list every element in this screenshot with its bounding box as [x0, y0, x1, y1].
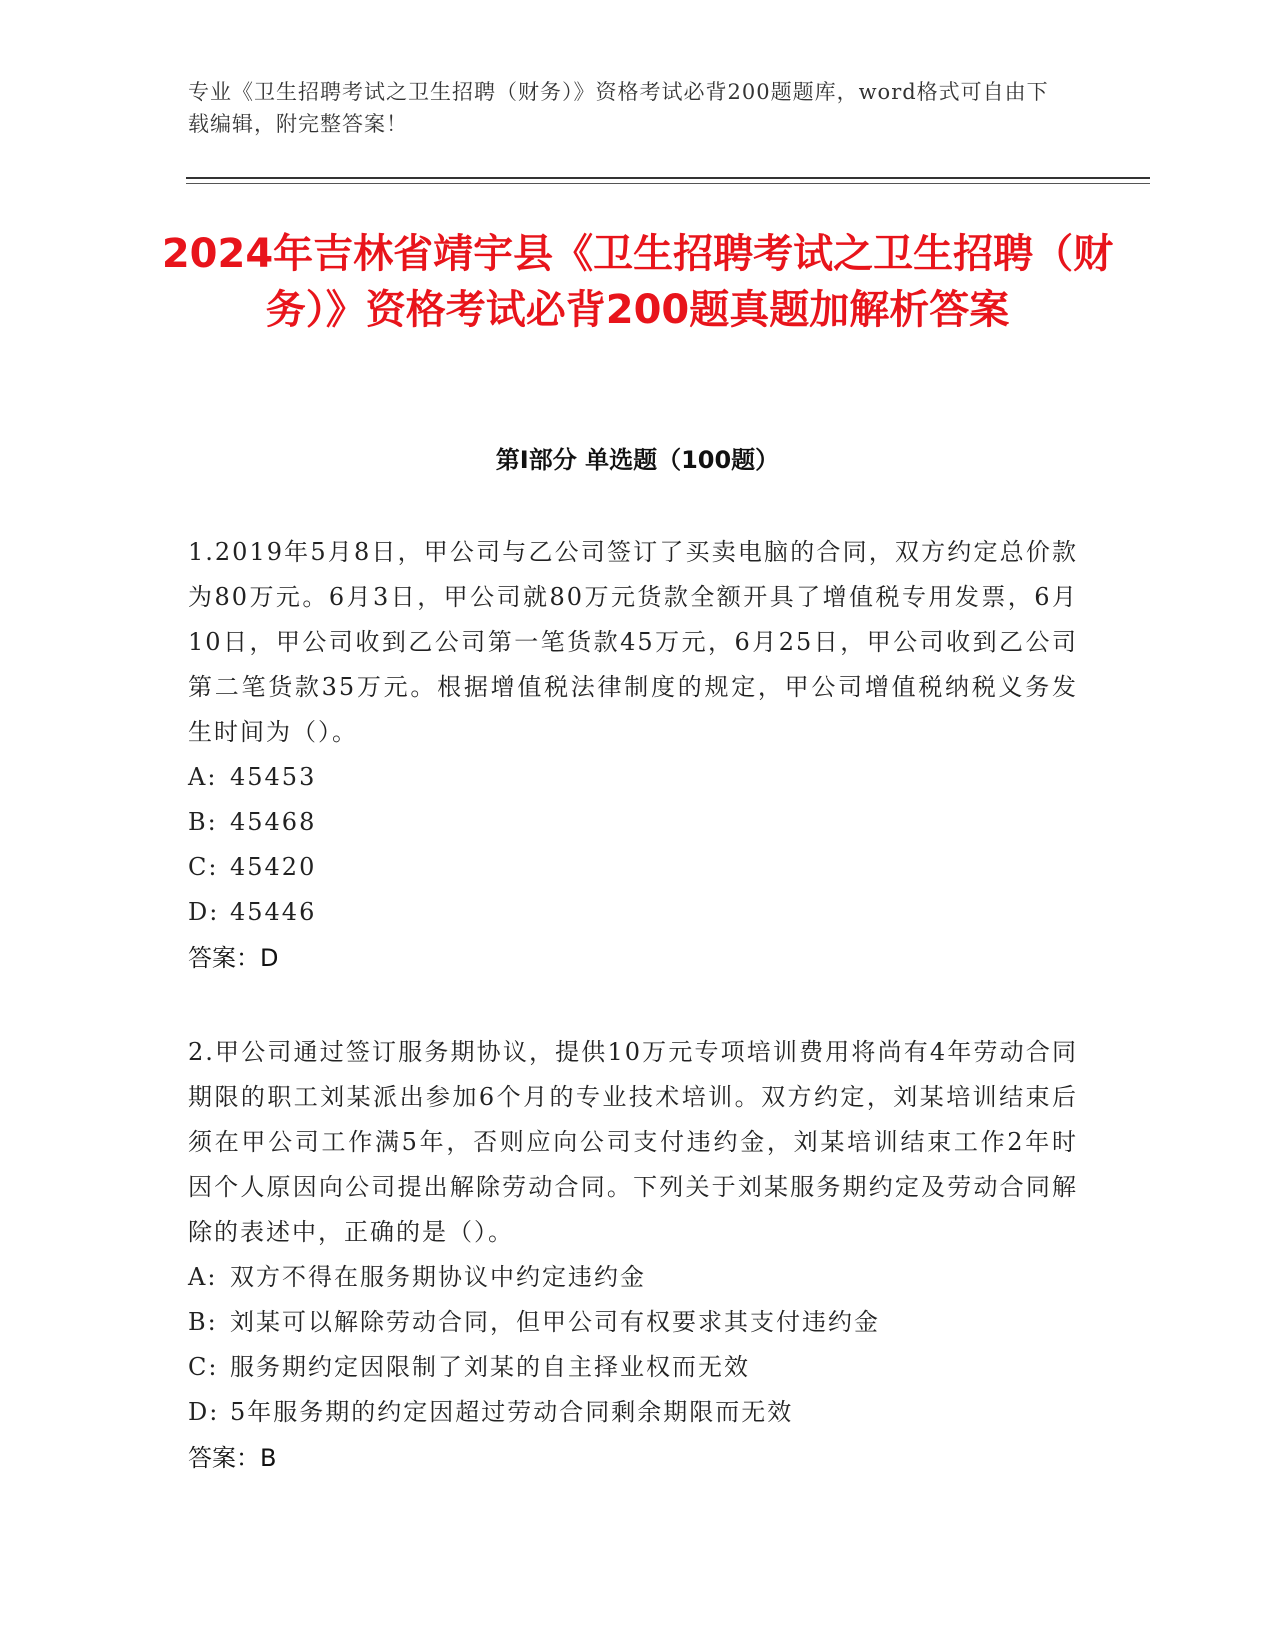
option-text: 双方不得在服务期协议中约定违约金 — [230, 1263, 646, 1291]
option-c — [188, 845, 1078, 890]
option-text: 45453 — [230, 763, 317, 791]
option-text: 45420 — [230, 853, 317, 881]
option-text: 服务期约定因限制了刘某的自主择业权而无效 — [230, 1353, 750, 1381]
section-heading: 第I部分 单选题（100题） — [495, 446, 780, 474]
option-label: D: — [188, 1398, 220, 1426]
option-c — [188, 1345, 1078, 1390]
option-label: A: — [188, 763, 218, 791]
question-stem: 1.2019年5月8日，甲公司与乙公司签订了买卖电脑的合同，双方约定总价款为80万元。6月3日，甲公司就80万元货款全额开具了增值税专用发票，6月10日，甲公司收到乙公司第一笔货款45万元，6月25日，甲公司收到乙公司第二笔货款35万元。根据增值税法律制度的规定，甲公司增值税纳税义务发生时间为（）。 — [188, 538, 1078, 746]
header-note: 专业《卫生招聘考试之卫生招聘（财务）》资格考试必背200题题库，word格式可自由下载编辑，附完整答案！ — [188, 80, 1049, 136]
option-b — [188, 1300, 1078, 1345]
option-text: 45446 — [230, 898, 317, 926]
answer-value: D — [260, 944, 279, 972]
question-2 — [188, 1030, 1078, 1481]
header-rule-top — [186, 177, 1150, 179]
option-text: 刘某可以解除劳动合同，但甲公司有权要求其支付违约金 — [230, 1308, 880, 1336]
option-label: B: — [188, 1308, 218, 1336]
option-b — [188, 800, 1078, 845]
option-label: D: — [188, 898, 220, 926]
option-d — [188, 890, 1078, 935]
option-label: B: — [188, 808, 218, 836]
option-a — [188, 1255, 1078, 1300]
answer-value: B — [260, 1444, 277, 1472]
option-text: 5年服务期的约定因超过劳动合同剩余期限而无效 — [230, 1398, 794, 1426]
answer-label: 答案： — [188, 944, 260, 972]
answer-label: 答案： — [188, 1444, 260, 1472]
header-rule-bottom — [186, 183, 1150, 184]
question-stem: 2.甲公司通过签订服务期协议，提供10万元专项培训费用将尚有4年劳动合同期限的职工刘某派出参加6个月的专业技术培训。双方约定，刘某培训结束后须在甲公司工作满5年，否则应向公司支付违约金，刘某培训结束工作2年时因个人原因向公司提出解除劳动合同。下列关于刘某服务期约定及劳动合同解除的表述中，正确的是（）。 — [188, 1038, 1078, 1246]
answer-line — [188, 1435, 1078, 1481]
option-label: A: — [188, 1263, 218, 1291]
option-text: 45468 — [230, 808, 317, 836]
option-label: C: — [188, 853, 219, 881]
option-d — [188, 1390, 1078, 1435]
option-a — [188, 755, 1078, 800]
option-label: C: — [188, 1353, 219, 1381]
answer-line — [188, 935, 1078, 981]
document-title: 2024年吉林省靖宇县《卫生招聘考试之卫生招聘（财务）》资格考试必背200题真题加解析答案 — [161, 231, 1114, 333]
question-1 — [188, 530, 1078, 981]
